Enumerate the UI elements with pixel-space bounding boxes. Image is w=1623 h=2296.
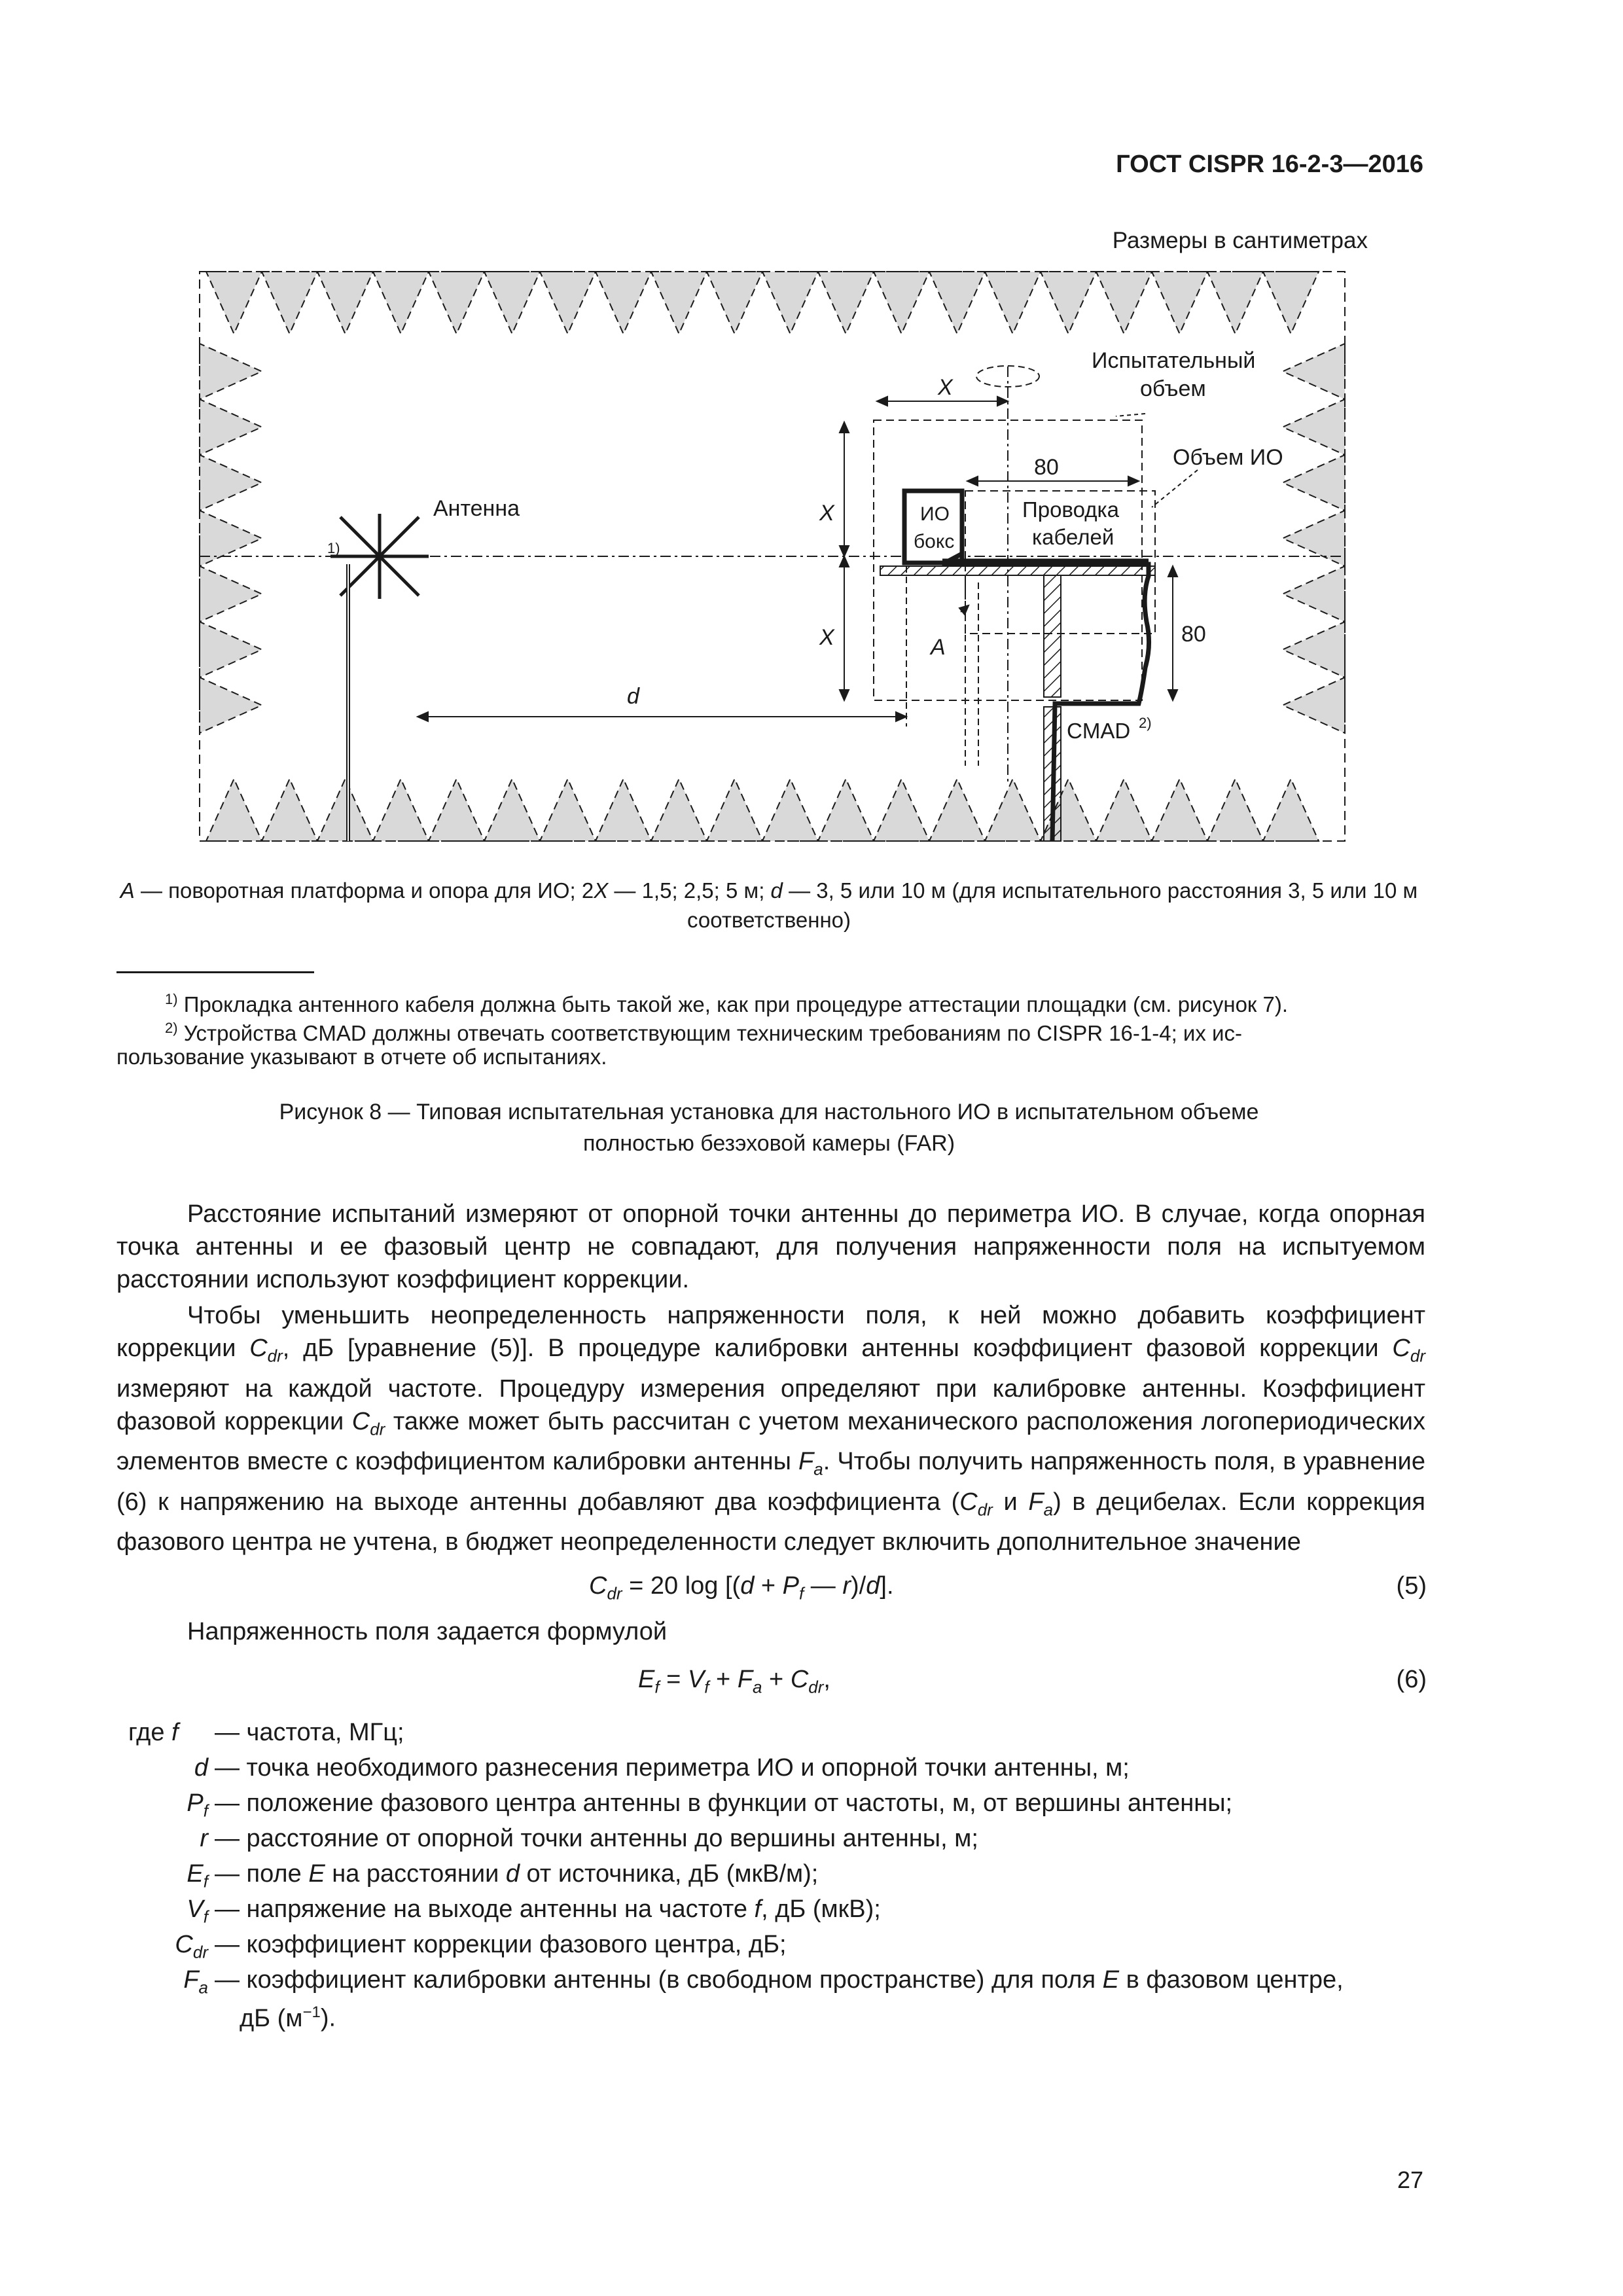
absorber-wedge	[762, 779, 818, 841]
paragraph-2: Чтобы уменьшить неопределенность напряженности поля, к ней можно добавить коэффициент коррекции $C_{dr}$, дБ [уравнение (5)]. В процедуре калибровки антенны коэффициент фазовой коррекции $C_{dr}$ измеряют на каждой частоте. Процедуру измерения определяют при калибровке антенны. Коэффициент фазовой коррекции $C_{dr}$ также может быть рассчитан с учетом механического расположения логопериодических элементов вместе с коэффициентом калибровки антенны $F_a$. Чтобы получить напряженность поля, в уравнение (6) к напряжению на выходе антенны добавляют два коэффициента ($C_{dr}$ и $F_a$) в децибелах. Если коррекция фазового центра не учтена, в бюджет неопределенности следует включить дополнительное значение	[116, 1302, 1426, 1556]
absorber-wedge	[1283, 344, 1345, 399]
absorber-wedge	[200, 455, 262, 511]
equation-6-number: (6)	[1396, 1666, 1427, 1693]
absorber-wedge	[707, 272, 762, 334]
absorber-wedge	[874, 779, 929, 841]
label-eut-box-2: бокс	[914, 531, 955, 552]
absorber-wedge	[200, 566, 262, 622]
absorber-wedge	[651, 272, 707, 334]
antenna-symbol	[330, 514, 429, 599]
absorber-wedge	[1207, 779, 1263, 841]
absorber-wedge	[317, 779, 373, 841]
label-test-volume-1: Испытательный	[1092, 348, 1256, 373]
absorber-wedge	[200, 622, 262, 677]
leader-test-volume	[1116, 414, 1145, 416]
absorber-wedge	[1263, 272, 1319, 334]
absorber-wedge	[373, 779, 429, 841]
label-a: A	[931, 635, 946, 660]
table-leg	[1044, 575, 1061, 697]
test-setup-figure	[196, 268, 1348, 844]
label-x-left-lower: X	[819, 625, 834, 650]
equation-6: $E_f = V_f + F_a + C_{dr}$,	[638, 1666, 830, 1697]
absorber-wedge	[596, 779, 651, 841]
footnote-2-cont: пользование указывают в отчете об испытаниях.	[116, 1045, 607, 1069]
absorber-wedge	[1096, 779, 1152, 841]
dimension-lines	[418, 397, 1177, 766]
page-number: 27	[1397, 2166, 1423, 2193]
footnote-rule	[116, 971, 314, 973]
label-eut-volume: Объем ИО	[1173, 445, 1283, 470]
label-eut-box-1: ИО	[920, 503, 950, 525]
absorber-wedge	[818, 272, 874, 334]
label-80-top: 80	[1034, 455, 1059, 480]
absorber-wedge	[200, 677, 262, 733]
absorber-wedge	[1283, 511, 1345, 566]
absorber-wedge	[200, 344, 262, 399]
absorber-wedge	[540, 779, 596, 841]
absorber-wedge	[874, 272, 929, 334]
absorber-wedge	[985, 272, 1041, 334]
label-antenna: Антенна	[433, 496, 520, 521]
label-cmad: CMAD	[1067, 719, 1131, 743]
absorber-wedge	[929, 272, 985, 334]
absorber-wedge	[707, 779, 762, 841]
absorber-wedge	[262, 272, 317, 334]
absorber-wedge	[651, 779, 707, 841]
absorber-wedge	[1283, 455, 1345, 511]
absorber-wedge	[929, 779, 985, 841]
label-x-left-upper: X	[819, 501, 834, 526]
document-header: ГОСТ CISPR 16-2-3—2016	[1116, 151, 1423, 178]
label-test-volume-2: объем	[1140, 376, 1206, 401]
label-x-top: X	[938, 375, 953, 400]
absorber-wedge	[1283, 566, 1345, 622]
intro-equation-6: Напряженность поля задается формулой	[187, 1618, 668, 1645]
label-note-1: 1)	[327, 540, 340, 556]
absorber-wedge	[429, 272, 484, 334]
absorber-wedge	[1207, 272, 1263, 334]
footnote-1: $^{1)}$ Прокладка антенного кабеля должна быть такой же, как при процедуре аттестации площадки (см. рисунок 7).	[165, 991, 1289, 1016]
absorber-wedge	[1096, 272, 1152, 334]
absorber-wedge	[484, 779, 540, 841]
absorber-wedge	[200, 511, 262, 566]
label-cabling-1: Проводка	[1022, 497, 1119, 522]
absorber-wedge	[1283, 677, 1345, 733]
figure-caption: Рисунок 8 — Типовая испытательная установка для настольного ИО в испытательном объеме полностью безэховой камеры (FAR)	[279, 1100, 1259, 1156]
table-top	[880, 566, 1155, 575]
label-d: d	[627, 684, 639, 709]
footnote-2: $^{2)}$ Устройства CMAD должны отвечать соответствующим техническим требованиям по CISPR 16-1-4; их ис-	[165, 1020, 1242, 1045]
absorber-wedge	[429, 779, 484, 841]
absorber-wedge	[1152, 779, 1207, 841]
absorber-wedge	[484, 272, 540, 334]
where-list: где f — частота, МГц; d — точка необходимого разнесения периметра ИО и опорной точки антенны, м; $P_f$ — положение фазового центра антенны в функции от частоты, м, от вершины антенны; r — расстояние от опорной точки антенны до вершины антенны, м; $E_f$ — поле E на расстоянии d от источника, дБ (мкВ/м); $V_f$ — напряжение на выходе антенны на частоте f, дБ (мкВ); $C_{dr}$ — коэффициент коррекции фазового центра, дБ; $F_a$ — коэффициент калибровки антенны (в свободном пространстве) для поля E в фазовом центре, дБ $(м^{-1})$.	[128, 1719, 1344, 2032]
dimensions-note: Размеры в сантиметрах	[1112, 228, 1368, 253]
figure-legend: A — поворотная платформа и опора для ИО; 2X — 1,5; 2,5; 5 м; d — 3, 5 или 10 м (для испытательного расстояния 3, 5 или 10 м соответственно)	[120, 878, 1418, 932]
equation-5-number: (5)	[1396, 1572, 1427, 1600]
label-cabling-2: кабелей	[1032, 525, 1115, 549]
absorber-wedge	[200, 399, 262, 455]
absorber-wedge	[1283, 399, 1345, 455]
absorber-wedge	[596, 272, 651, 334]
absorber-wedge	[373, 272, 429, 334]
absorber-wedge	[762, 272, 818, 334]
absorber-wedge	[317, 272, 373, 334]
absorber-wedge	[206, 779, 262, 841]
absorber-wedge	[1041, 272, 1096, 334]
absorber-wedge	[540, 272, 596, 334]
label-cmad-note: 2)	[1139, 715, 1152, 731]
leader-eut-volume	[1152, 470, 1198, 507]
absorber-wedge	[818, 779, 874, 841]
equation-5: $C_{dr} = 20$ $\log [(d + P_f$ — r)/d].	[589, 1572, 894, 1604]
absorber-wedge	[1283, 622, 1345, 677]
absorber-wedge	[1152, 272, 1207, 334]
absorber-wedge	[262, 779, 317, 841]
paragraph-1: Расстояние испытаний измеряют от опорной точки антенны до периметра ИО. В случае, когда опорная точка антенны и ее фазовый центр не совпадают, для получения напряженности поля на испытуемом расстоянии используют коэффициент коррекции.	[116, 1200, 1425, 1293]
absorber-wedge	[985, 779, 1041, 841]
label-80-right: 80	[1181, 622, 1206, 647]
absorber-wedge	[206, 272, 262, 334]
absorber-wedge	[1263, 779, 1319, 841]
